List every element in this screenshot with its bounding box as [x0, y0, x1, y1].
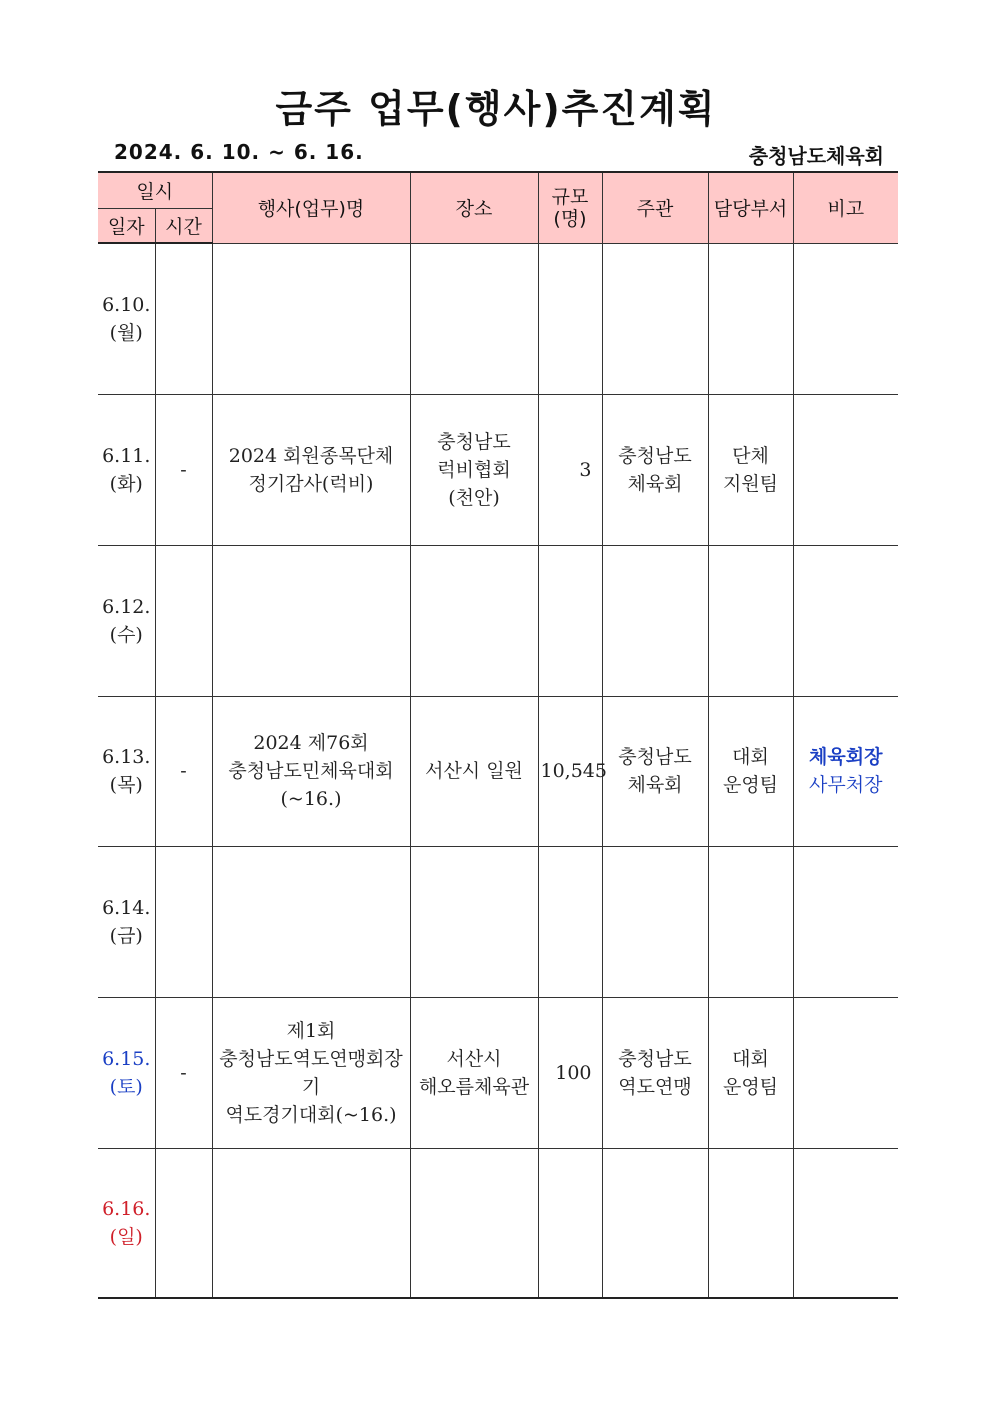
- header-scale: [538, 172, 602, 243]
- event-cell: [212, 394, 410, 545]
- event-cell: [212, 1148, 410, 1298]
- place-line: 해오름체육관: [418, 1075, 530, 1098]
- scale-cell: [538, 394, 602, 545]
- department-cell: [708, 1148, 793, 1298]
- day-text: (월): [109, 321, 143, 344]
- place-line: 서산시 일원: [425, 760, 523, 782]
- table-row: [98, 1148, 898, 1298]
- place-cell: [410, 696, 538, 846]
- note-cell: [793, 997, 898, 1148]
- scale-cell: [538, 243, 602, 394]
- note-cell: [793, 696, 898, 846]
- place-line: 충청남도: [437, 430, 511, 453]
- date-cell: [98, 394, 155, 545]
- place-cell: [410, 997, 538, 1148]
- department-line: 단체: [732, 444, 769, 467]
- date-cell: [98, 1148, 155, 1298]
- place-cell: [410, 846, 538, 997]
- department-line: 운영팀: [722, 774, 779, 796]
- scale-cell: [538, 696, 607, 846]
- note-cell: [793, 545, 898, 696]
- note-cell: [793, 846, 898, 997]
- event-cell: [212, 696, 410, 846]
- host-line: 충청남도: [618, 1047, 692, 1070]
- date-text: 6.13.: [102, 746, 151, 768]
- scale-cell: [538, 545, 602, 696]
- department-line: 대회: [732, 746, 769, 768]
- date-cell: [98, 545, 155, 696]
- department-cell: [708, 696, 793, 846]
- header-department: 담당부서: [708, 172, 793, 243]
- event-cell: [212, 846, 410, 997]
- date-cell: [98, 243, 155, 394]
- date-text: 6.14.: [102, 896, 151, 919]
- note-cell: [793, 394, 898, 545]
- schedule-body: [98, 243, 898, 1298]
- time-cell: [155, 1148, 212, 1298]
- day-text: (화): [109, 472, 143, 495]
- table-row: [98, 243, 898, 394]
- date-text: 6.10.: [102, 293, 151, 316]
- event-line: 충청남도민체육대회: [228, 760, 394, 782]
- department-cell: [708, 545, 793, 696]
- place-cell: [410, 1148, 538, 1298]
- place-line: 럭비협회: [437, 458, 511, 481]
- header-date: 일자: [98, 208, 155, 243]
- day-text: (목): [109, 774, 143, 796]
- event-line: 2024 제76회: [253, 732, 369, 754]
- note-line: 사무처장: [809, 774, 883, 796]
- event-cell: [212, 997, 410, 1148]
- header-scale-line2: (명): [553, 207, 587, 230]
- table-row: [98, 696, 898, 846]
- day-text: (토): [109, 1075, 143, 1098]
- host-cell: [602, 696, 708, 846]
- time-text: -: [180, 1061, 187, 1084]
- table-row: [98, 997, 898, 1148]
- host-line: 충청남도: [618, 444, 692, 467]
- time-text: -: [180, 458, 187, 481]
- time-cell: [155, 997, 212, 1148]
- scale-cell: [538, 997, 602, 1148]
- header-place: 장소: [410, 172, 538, 243]
- schedule-table: [98, 171, 898, 1299]
- day-text: (수): [109, 623, 143, 646]
- organization-name: 충청남도체육회: [748, 144, 884, 168]
- header-host: 주관: [602, 172, 708, 243]
- department-cell: [708, 846, 793, 997]
- host-line: 체육회: [627, 774, 683, 796]
- department-cell: [708, 394, 793, 545]
- department-line: 지원팀: [722, 472, 779, 495]
- host-cell: [602, 394, 708, 545]
- table-row: [98, 394, 898, 545]
- event-line: 정기감사(럭비): [248, 472, 374, 495]
- event-line: 제1회: [286, 1019, 336, 1042]
- time-cell: [155, 545, 212, 696]
- date-cell: [98, 696, 155, 846]
- host-cell: [602, 997, 708, 1148]
- note-line: 체육회장: [809, 746, 883, 768]
- time-cell: [155, 243, 212, 394]
- host-cell: [602, 1148, 708, 1298]
- period-text: 2024. 6. 10. ~ 6. 16.: [114, 140, 364, 164]
- host-cell: [602, 545, 708, 696]
- date-text: 6.11.: [102, 444, 151, 467]
- place-line: (천안): [448, 486, 500, 509]
- scale-cell: [538, 1148, 602, 1298]
- place-line: 서산시: [446, 1047, 502, 1070]
- time-text: -: [180, 760, 187, 782]
- host-line: 역도연맹: [618, 1075, 692, 1098]
- header-event: 행사(업무)명: [212, 172, 410, 243]
- department-cell: [708, 997, 793, 1148]
- event-line: (~16.): [280, 788, 342, 810]
- event-cell: [212, 243, 410, 394]
- scale-text: 100: [555, 1061, 592, 1084]
- table-row: [98, 846, 898, 997]
- note-cell: [793, 1148, 898, 1298]
- event-cell: [212, 545, 410, 696]
- department-line: 운영팀: [722, 1075, 779, 1098]
- date-text: 6.12.: [102, 595, 151, 618]
- day-text: (일): [109, 1225, 143, 1248]
- host-line: 충청남도: [618, 746, 692, 768]
- day-text: (금): [109, 924, 143, 947]
- host-cell: [602, 846, 708, 997]
- scale-cell: [538, 846, 602, 997]
- place-cell: [410, 394, 538, 545]
- time-cell: [155, 394, 212, 545]
- event-line: 역도경기대회(~16.): [225, 1103, 397, 1126]
- document-title: 금주 업무(행사)추진계획: [275, 87, 717, 131]
- scale-text: 10,545: [540, 760, 607, 782]
- department-line: 대회: [732, 1047, 769, 1070]
- date-cell: [98, 846, 155, 997]
- event-line: 충청남도역도연맹회장기: [219, 1047, 403, 1098]
- time-cell: [155, 846, 212, 997]
- header-datetime: 일시: [98, 172, 212, 208]
- time-cell: [155, 696, 212, 846]
- table-row: [98, 545, 898, 696]
- date-text: 6.16.: [102, 1197, 151, 1220]
- place-cell: [410, 545, 538, 696]
- header-time: 시간: [155, 208, 212, 243]
- header-scale-line1: 규모: [551, 185, 589, 208]
- host-cell: [602, 243, 708, 394]
- date-text: 6.15.: [102, 1047, 151, 1070]
- note-cell: [793, 243, 898, 394]
- header-note: 비고: [793, 172, 898, 243]
- scale-text: 3: [579, 458, 592, 481]
- place-cell: [410, 243, 538, 394]
- event-line: 2024 회원종목단체: [228, 444, 394, 467]
- host-line: 체육회: [627, 472, 683, 495]
- date-cell: [98, 997, 155, 1148]
- department-cell: [708, 243, 793, 394]
